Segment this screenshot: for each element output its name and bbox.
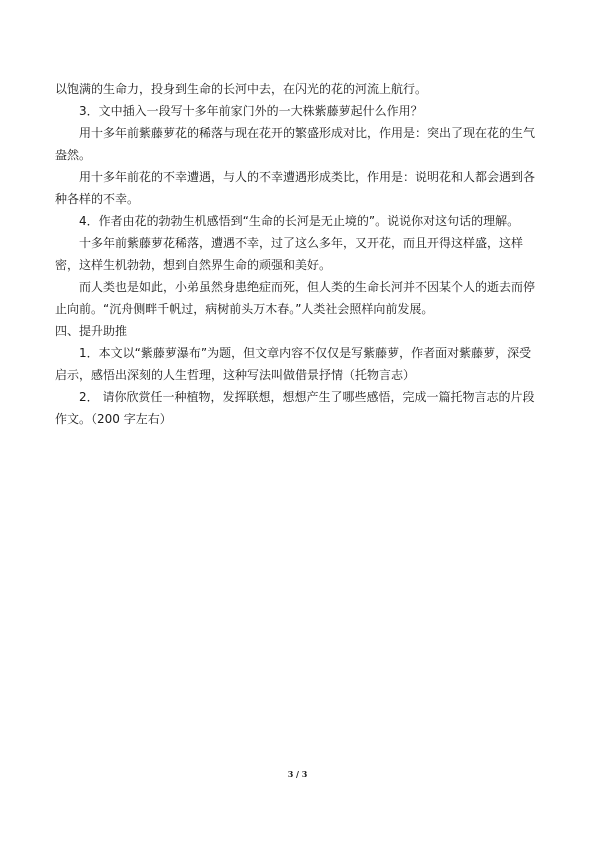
item-2: 2． 请你欣赏任一种植物，发挥联想，想想产生了哪些感悟，完成一篇托物言志的片段 [79,390,535,404]
item-2-cont: 作文。（200 字左右） [55,412,172,426]
section-heading: 四、提升助推 [55,324,128,338]
answer-4-part-2-cont: 止向前。“沉舟侧畔千帆过，病树前头万木春。”人类社会照样向前发展。 [55,302,434,316]
answer-3-part-1: 用十多年前紫藤萝花的稀落与现在花开的繁盛形成对比，作用是：突出了现在花的生气 [79,126,536,140]
answer-4-part-1: 十多年前紫藤萝花稀落，遭遇不幸，过了这么多年，又开花，而且开得这样盛，这样 [79,236,524,250]
answer-3-part-2-cont: 种各样的不幸。 [55,192,140,206]
item-1-cont: 启示，感悟出深刻的人生哲理，这种写法叫做借景抒情（托物言志） [55,368,416,382]
question-4: 4．作者由花的勃勃生机感悟到“生命的长河是无止境的”。说说你对这句话的理解。 [79,214,520,228]
answer-3-part-1-cont: 盎然。 [55,148,92,162]
answer-3-part-2: 用十多年前花的不幸遭遇，与人的不幸遭遇形成类比，作用是：说明花和人都会遇到各 [79,170,536,184]
answer-4-part-1-cont: 密，这样生机勃勃，想到自然界生命的顽强和美好。 [55,258,332,272]
answer-4-part-2: 而人类也是如此，小弟虽然身患绝症而死，但人类的生命长河并不因某个人的逝去而停 [79,280,536,294]
paragraph-line-continuation: 以饱满的生命力，投身到生命的长河中去，在闪光的花的河流上航行。 [55,82,428,96]
item-1: 1．本文以“紫藤萝瀑布”为题，但文章内容不仅仅是写紫藤萝，作者面对紫藤萝，深受 [79,346,532,360]
question-3: 3．文中插入一段写十多年前家门外的一大株紫藤萝起什么作用？ [79,104,423,118]
document-body [55,78,545,430]
page-number: 3 / 3 [287,769,308,779]
